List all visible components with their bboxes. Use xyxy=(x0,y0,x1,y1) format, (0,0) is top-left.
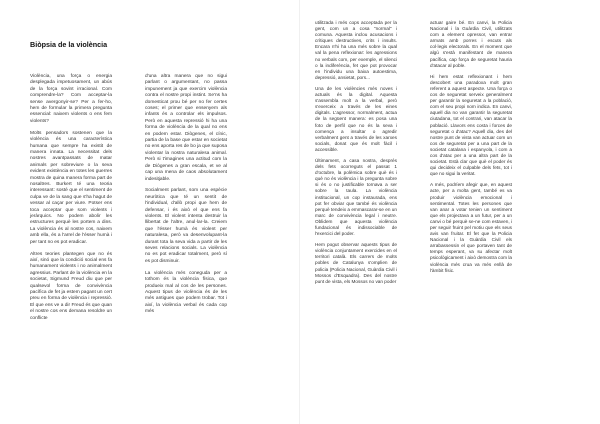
paragraph: d'una altra manera que no sigui parlant o argumentant, no passa impunement ja que exercim violència contra el nostre propi instint. Se'ns ha domesticat prou bé per no fer certes coses; el primer que ensenyem als infants és a controlar els impulsos. Però en aquesta repressió hi ha una forma de violència de la qual no ens en podem estar. Diògenes, el cínic, partia de la base que estar en societat no ens aporta res de bo ja que suposa violentar la nostra naturalesa animal. Però si t'imagines una actitud com la de Diògenes a gran escala, et ve al cap una mena de caos absolutament indesitjable. xyxy=(145,74,227,182)
left-column-2 xyxy=(145,74,227,321)
paragraph: Una de les violències més noves i actuals és la digital. Aquesta s'assembla molt a la verbal, però s'exerceix a través de les eines digitals. L'agressor, normalment, actua de la següent manera: es posa una foto de perfil que no és la seva i comença a insultar o agredir verbalment gent a través de les xarxes socials, donat que és molt fàcil i accessible. xyxy=(315,85,397,152)
article-title: Biòpsia de la violència xyxy=(30,40,108,49)
paragraph: La violència més coneguda per a tothom és la violència física, que produeix mal al cos de les persones. Aquest tipus de violència és de les més antigues que podem trobar. Tot i així, la violència verbal és cada cop més xyxy=(145,270,227,315)
right-page xyxy=(300,0,600,424)
paragraph: Hi hem estat reflexionant i hem descobert una paradoxa molt gran referent a aquest aspecte. Una força o cos de seguretat serveix generalment per garantir la seguretat a la població, com el seu propi nom indica. En canvi, aquell dia no van garantir la seguretat ciutadana, tot el contrari, van atacar la població. Llavors ens costa i forces de seguretat o d'atac? Aquell dia, des del nostre punt de vista van actuar com un cos de seguretat per a una part de la societat catalana i espanyola, i com a cos d'atac per a una altra part de la societat. Està clar que què el poder és qui decideix el culpable dels fets, tot i que no sigui la veritat. xyxy=(430,73,512,177)
paragraph: Últimament, a casa nostra, després dels fets ocorreguts el passat 1 d'octubre, la polèmica sobre què és i què no és violència i la pregunta sobre si és o no justificable tornava a ser sobre la taula. La violència institucional, un cop instaurada, ens pot fer obviar que també és violència perquè tendeix a emmascarar-se en un marc de convivència legal i neutre. Oblidem que aquesta violència fundacional és indissociable de l'exercici del poder. xyxy=(315,157,397,237)
paragraph: A més, podríem afegir que, en aquest acte, per a molta gent, també es va produir violència emocional i sentimental. Totes les persones que van anar a votar tenien un sentiment que els projectava a un futur, per a un canvi o bé perquè se-ne com estaven, i per seguir fruint pel motiu que els seus avis van fruitar. El fet que la Policia Nacional i la Guàrdia Civil els arrabassessin el que portaven tant de temps esperant, va su afectar molt psicològicament i això demostra com la violència més crua va més enllà de l'àmbit físic. xyxy=(430,182,512,273)
paragraph: utilitzada i més cops acceptada per la gent, com un a cosa "normal" i comuna. Aquesta inclou acusacions i crítiques destructives, crits i insults. Encara n'hi ha una més sobre la qual val la pena reflexionar: les agressions no verbals com, per exemple, el silenci o la indiferència, fet que pot provocar en l'individu una baixa autoestima, depressió, ansietat, pors... xyxy=(315,20,397,80)
paragraph: Violència, una força o energia desplegada impetuosament, un abús de la força sovint irracional. Com comprendre-la? Com acceptar-la sense avergonyir-se? Per a fer-ho, hem de formular la primera pregunta essencial: naixem violents o ens fem violents? xyxy=(30,74,112,124)
right-column-1 xyxy=(315,20,397,290)
left-column-1 xyxy=(30,74,112,328)
paragraph: Altres teories plantegen que no és així, sinó que la condició social ens fa humanament violents i no animalment agressius. Parlant de la violència en la societat, Sigmund Freud diu que per qualsevol forma de convivència pacífica de fet ja estem pagant un cert preu en forma de violència i repressió. El que ens ve a dir Freud és que quan el nostre cos ens demana resoldre un conflicte xyxy=(30,251,112,321)
paragraph: Molts pensadors sostenen que la violència és una característica humana que sempre ha existit de manera innata. La necessitat dels nostres avantpassats de matar animals per sobreviure o la seva evident existència en totes les guerres mostra de quina manera forma part de nosaltres. Burkert té una teoria interessant: sosté que el sentiment de culpa ve de la sang que s'ha hagut de vessar al caçar per viure. Potser ens toca acceptar que som violents i jeràrquics. No podem abolir les estructures perquè les portem a dins. La violència és al nostre cos, naixem amb ella, és a l'arrel de l'ésser humà i per tant no es pot eradicar. xyxy=(30,130,112,245)
paragraph: Hem pogut observar aquests tipus de violència conjuntament exercides en el territori català. Els carrers de molts pobles de Catalunya s'omplien de policia (Policia Nacional, Guàrdia Civil i Mossos d'Esquadra). Des del nostre punt de vista, els Mossos no van poder xyxy=(315,242,397,284)
paragraph: Socialment parlant, som una espècie neuròtica que té un sentit de l'individual, d'allò propi que hem de defensar, i és això el que ens fa violents. El violent intenta destruir la llibertat de l'altre, anul·lar-la. Creiem que l'ésser humà és violent per naturalesa, però va desenvolupant-la durant tota la seva vida a partir de les seves relacions socials. La violència no es pot eradicar totalment, però sí es pot disminuir. xyxy=(145,188,227,264)
right-column-2 xyxy=(430,20,512,279)
paragraph: actuar gaire bé. En canvi, la Policia Nacional i la Guàrdia Civil, utilitzats com a element opressor, van entrar armats amb porres i escuts als col·legis electorals. En el moment que algú s'està manifestant de manera pacífica, cap força de seguretat hauria d'atacar al poble. xyxy=(430,20,512,68)
